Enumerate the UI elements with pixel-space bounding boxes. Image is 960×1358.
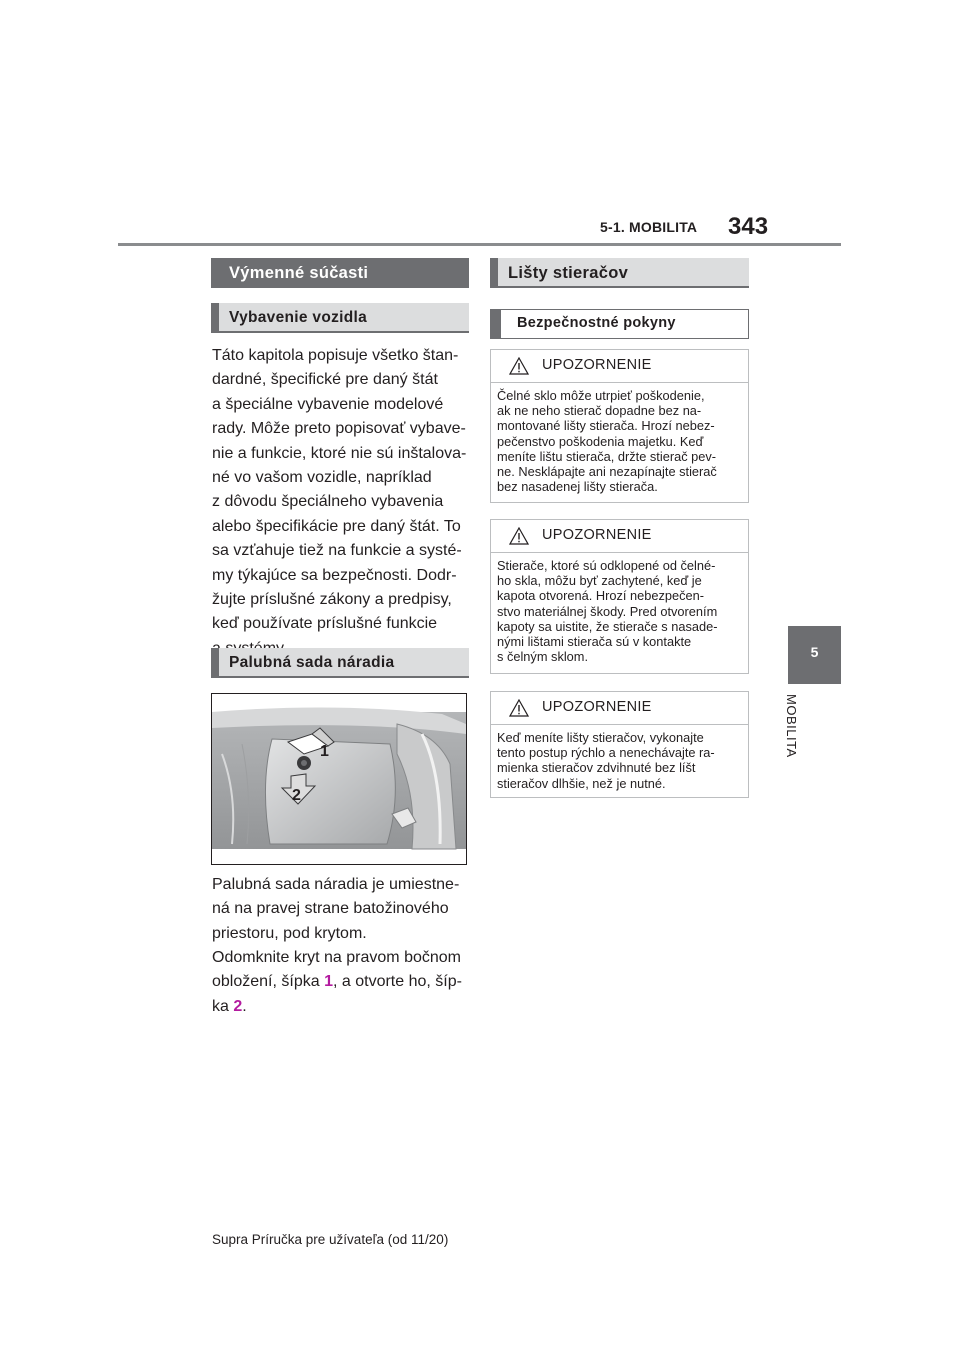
text-line: s čelným sklom. bbox=[497, 649, 589, 665]
warning-title: UPOZORNENIE bbox=[542, 699, 652, 715]
text-line: žujte príslušné zákony a predpisy, bbox=[212, 591, 452, 609]
warning-box bbox=[490, 519, 749, 674]
warning-box bbox=[490, 349, 749, 503]
heading-onboard-toolkit: Palubná sada náradia bbox=[211, 648, 469, 678]
text-line: priestoru, pod krytom. bbox=[212, 924, 367, 942]
chapter-number: 5 bbox=[810, 644, 819, 660]
text-line: stieračov dlhšie, než je nutné. bbox=[497, 775, 666, 791]
trunk-illustration bbox=[211, 693, 467, 865]
text-line: Stierače, ktoré sú odklopené od čelné- bbox=[497, 558, 716, 573]
text-line: pečenstvo poškodenia majetku. Keď bbox=[497, 433, 704, 449]
warning-header bbox=[491, 692, 748, 725]
reference-arrow-1: 1 bbox=[324, 973, 333, 991]
text-line: nie a funkcie, ktoré nie sú inštalova- bbox=[212, 444, 467, 462]
warning-header bbox=[491, 520, 748, 553]
text-line: ho skla, môžu byť zachytené, keď je bbox=[497, 573, 702, 589]
warning-box bbox=[490, 691, 749, 798]
header-rule bbox=[118, 243, 841, 246]
open-cover-paragraph bbox=[212, 946, 474, 1019]
text-line: tento postup rýchlo a nenechávajte ra- bbox=[497, 745, 715, 761]
footer-text: Supra Príručka pre užívateľa (od 11/20) bbox=[212, 1232, 449, 1247]
text-line: rady. Môže preto popisovať vybave- bbox=[212, 420, 466, 438]
warning-text bbox=[491, 725, 748, 797]
text-line: ka 2. bbox=[212, 997, 247, 1015]
text-line: né vo vašom vozidle, napríklad bbox=[212, 469, 432, 487]
text-line: Keď meníte lišty stieračov, vykonajte bbox=[497, 730, 704, 745]
warning-title: UPOZORNENIE bbox=[542, 527, 652, 543]
text-line: stvo materiálnej škody. Pred otvorením bbox=[497, 603, 718, 619]
warning-title: UPOZORNENIE bbox=[542, 357, 652, 373]
text-line: Čelné sklo môže utrpieť poškodenie, bbox=[497, 388, 705, 403]
arrow-label-1: 1 bbox=[320, 743, 329, 760]
text-line: ne. Nesklápajte ani nezapínajte stierač bbox=[497, 464, 717, 480]
text-line: ná na pravej strane batožinového bbox=[212, 900, 449, 918]
warning-header bbox=[491, 350, 748, 383]
text-line: my týkajúce sa bezpečnosti. Dodr- bbox=[212, 566, 457, 584]
safety-stripe bbox=[491, 310, 501, 338]
text-line: sa vzťahuje tiež na funkcie a systé- bbox=[212, 542, 462, 560]
text-line: ak ne neho stierač dopadne bez na- bbox=[497, 403, 702, 419]
text-line: Odomknite kryt na pravom bočnom bbox=[212, 949, 461, 966]
chapter-label: MOBILITA bbox=[784, 694, 799, 758]
safety-title: Bezpečnostné pokyny bbox=[517, 315, 676, 331]
page-number: 343 bbox=[728, 213, 769, 240]
text-line: a špeciálne vybavenie modelové bbox=[212, 395, 444, 413]
warning-triangle-icon bbox=[509, 357, 529, 375]
warning-triangle-icon bbox=[509, 699, 529, 717]
equipment-paragraph bbox=[212, 344, 474, 661]
text-line: keď používate príslušné funkcie bbox=[212, 615, 438, 633]
text-line: bez nasadenej lišty stierača. bbox=[497, 479, 658, 495]
text-line: nými lištami stierača sú v kontakte bbox=[497, 634, 692, 650]
warning-triangle-icon bbox=[509, 527, 529, 545]
arrow-label-2: 2 bbox=[292, 787, 301, 804]
text-line: obložení, šípka 1, a otvorte ho, šíp- bbox=[212, 973, 462, 991]
toolkit-paragraph bbox=[212, 873, 474, 946]
text-line: dardné, špecifické pre daný štát bbox=[212, 371, 438, 389]
text-line: meníte lištu stierača, držte stierač pev- bbox=[497, 448, 717, 464]
reference-arrow-2: 2 bbox=[233, 997, 243, 1015]
heading-vehicle-equipment: Vybavenie vozidla bbox=[211, 303, 469, 333]
warning-text bbox=[491, 383, 748, 500]
section-title: 5-1. MOBILITA bbox=[600, 219, 698, 235]
warning-text bbox=[491, 553, 748, 670]
text-line: kapota otvorená. Hrozí nebezpečen- bbox=[497, 588, 705, 604]
trunk-drawing bbox=[212, 694, 466, 864]
text-line: Palubná sada náradia je umiestne- bbox=[212, 876, 460, 893]
main-heading-replacement-parts: Výmenné súčasti bbox=[211, 258, 469, 288]
text-line: kapoty sa uistite, že stierače s nasade- bbox=[497, 618, 718, 634]
text-line: z dôvodu špeciálneho vybavenia bbox=[212, 493, 444, 511]
text-line: Táto kapitola popisuje všetko štan- bbox=[212, 347, 459, 364]
text-line: mienka stieračov zdvihnuté bez líšt bbox=[497, 760, 696, 776]
safety-heading bbox=[490, 309, 749, 339]
main-heading-wiper-blades: Lišty stieračov bbox=[490, 258, 749, 288]
text-line: alebo špecifikácie pre daný štát. To bbox=[212, 517, 461, 535]
text-line: montované lišty stierača. Hrozí nebez- bbox=[497, 418, 715, 434]
